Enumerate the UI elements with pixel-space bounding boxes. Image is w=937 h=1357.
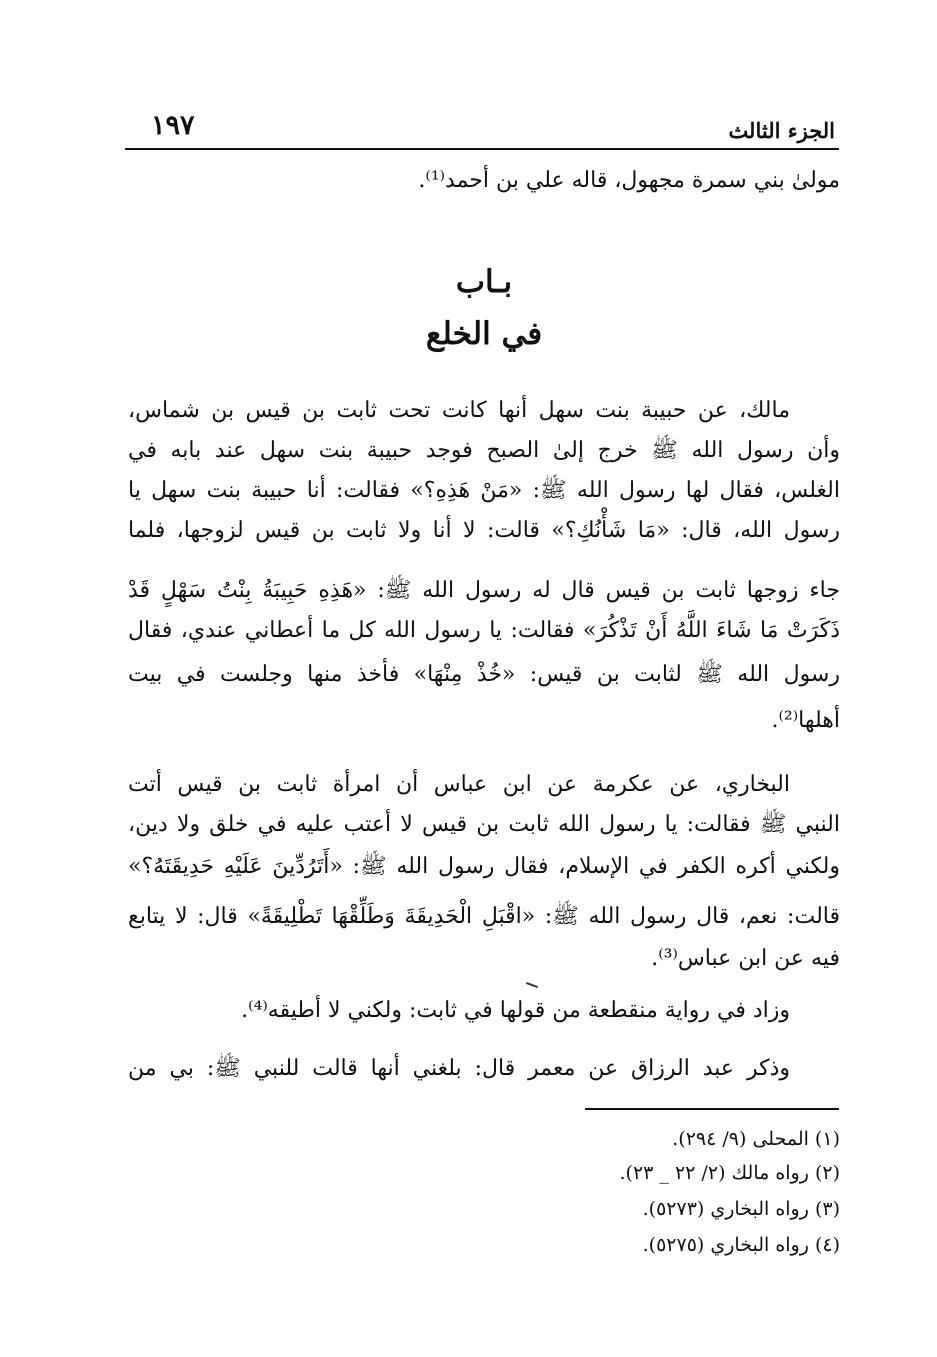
- print-speck: [526, 982, 538, 988]
- text-line: أهلها⁽²⁾.: [771, 708, 840, 733]
- text-line: جاء زوجها ثابت بن قيس قال له رسول الله ﷺ: «هَذِهِ حَبِيبَةُ بِنْتُ سَهْلٍ قَدْ: [128, 578, 840, 603]
- footnote-item: (٢) رواه مالك (٢/ ٢٢ _ ٢٣).: [619, 1162, 840, 1184]
- text-line: ذَكَرَتْ مَا شَاءَ اللَّهُ أَنْ تَذْكُرَ» فقالت: يا رسول الله كل ما أعطاني عندي، فقال: [128, 618, 840, 643]
- page-number: ١٩٧: [151, 110, 195, 141]
- footnote-separator: [585, 1108, 839, 1110]
- text-line: رسول الله، قال: «مَا شَأْنُكِ؟» قالت: لا أنا ولا ثابت بن قيس لزوجها، فلما: [128, 518, 840, 543]
- footnote-item: (٣) رواه البخاري (٥٢٧٣).: [642, 1198, 840, 1220]
- running-title: الجزء الثالث: [728, 118, 835, 143]
- paragraph-abd-al-razzaq: وذكر عبد الرزاق عن معمر قال: بلغني أنها قالت للنبي ﷺ: بي من: [128, 1056, 790, 1081]
- text-line: النبي ﷺ فقالت: يا رسول الله ثابت بن قيس لا أعتب عليه في خلق ولا دين،: [128, 812, 840, 837]
- text-line: قالت: نعم، قال رسول الله ﷺ: «اقْبَلِ الْحَدِيقَةَ وَطَلِّقْهَا تَطْلِيقَةً» قال: لا يتابع: [128, 904, 840, 929]
- text-line: مالك، عن حبيبة بنت سهل أنها كانت تحت ثابت بن قيس بن شماس،: [128, 398, 790, 423]
- text-line: ولكني أكره الكفر في الإسلام، فقال رسول الله ﷺ: «أَتَرُدِّينَ عَلَيْهِ حَدِيقَتَهُ؟»: [128, 854, 840, 879]
- text-line: وأن رسول الله ﷺ خرج إلىٰ الصبح فوجد حبيبة بنت سهل عند بابه في: [128, 438, 840, 463]
- chapter-title: بـاب: [455, 264, 513, 300]
- text-line: رسول الله ﷺ لثابت بن قيس: «خُذْ مِنْهَا» فأخذ منها وجلست في بيت: [128, 662, 840, 687]
- page-header: [125, 104, 839, 150]
- footnote-item: (٤) رواه البخاري (٥٢٧٥).: [642, 1234, 840, 1256]
- text-line: فيه عن ابن عباس⁽³⁾.: [651, 946, 840, 971]
- text-line: الغلس، فقال لها رسول الله ﷺ: «مَنْ هَذِهِ؟» فقالت: أنا حبيبة بنت سهل يا: [128, 478, 840, 503]
- continuation-line: مولىٰ بني سمرة مجهول، قاله علي بن أحمد⁽¹⁾.: [418, 168, 840, 193]
- footnote-item: (١) المحلى (٩/ ٢٩٤).: [672, 1128, 840, 1150]
- paragraph-munqati: وزاد في رواية منقطعة من قولها في ثابت: ولكني لا أطيقه⁽⁴⁾.: [241, 998, 790, 1023]
- text-line: البخاري، عن عكرمة عن ابن عباس أن امرأة ثابت بن قيس أتت: [128, 772, 790, 797]
- chapter-subtitle: في الخلع: [425, 316, 543, 352]
